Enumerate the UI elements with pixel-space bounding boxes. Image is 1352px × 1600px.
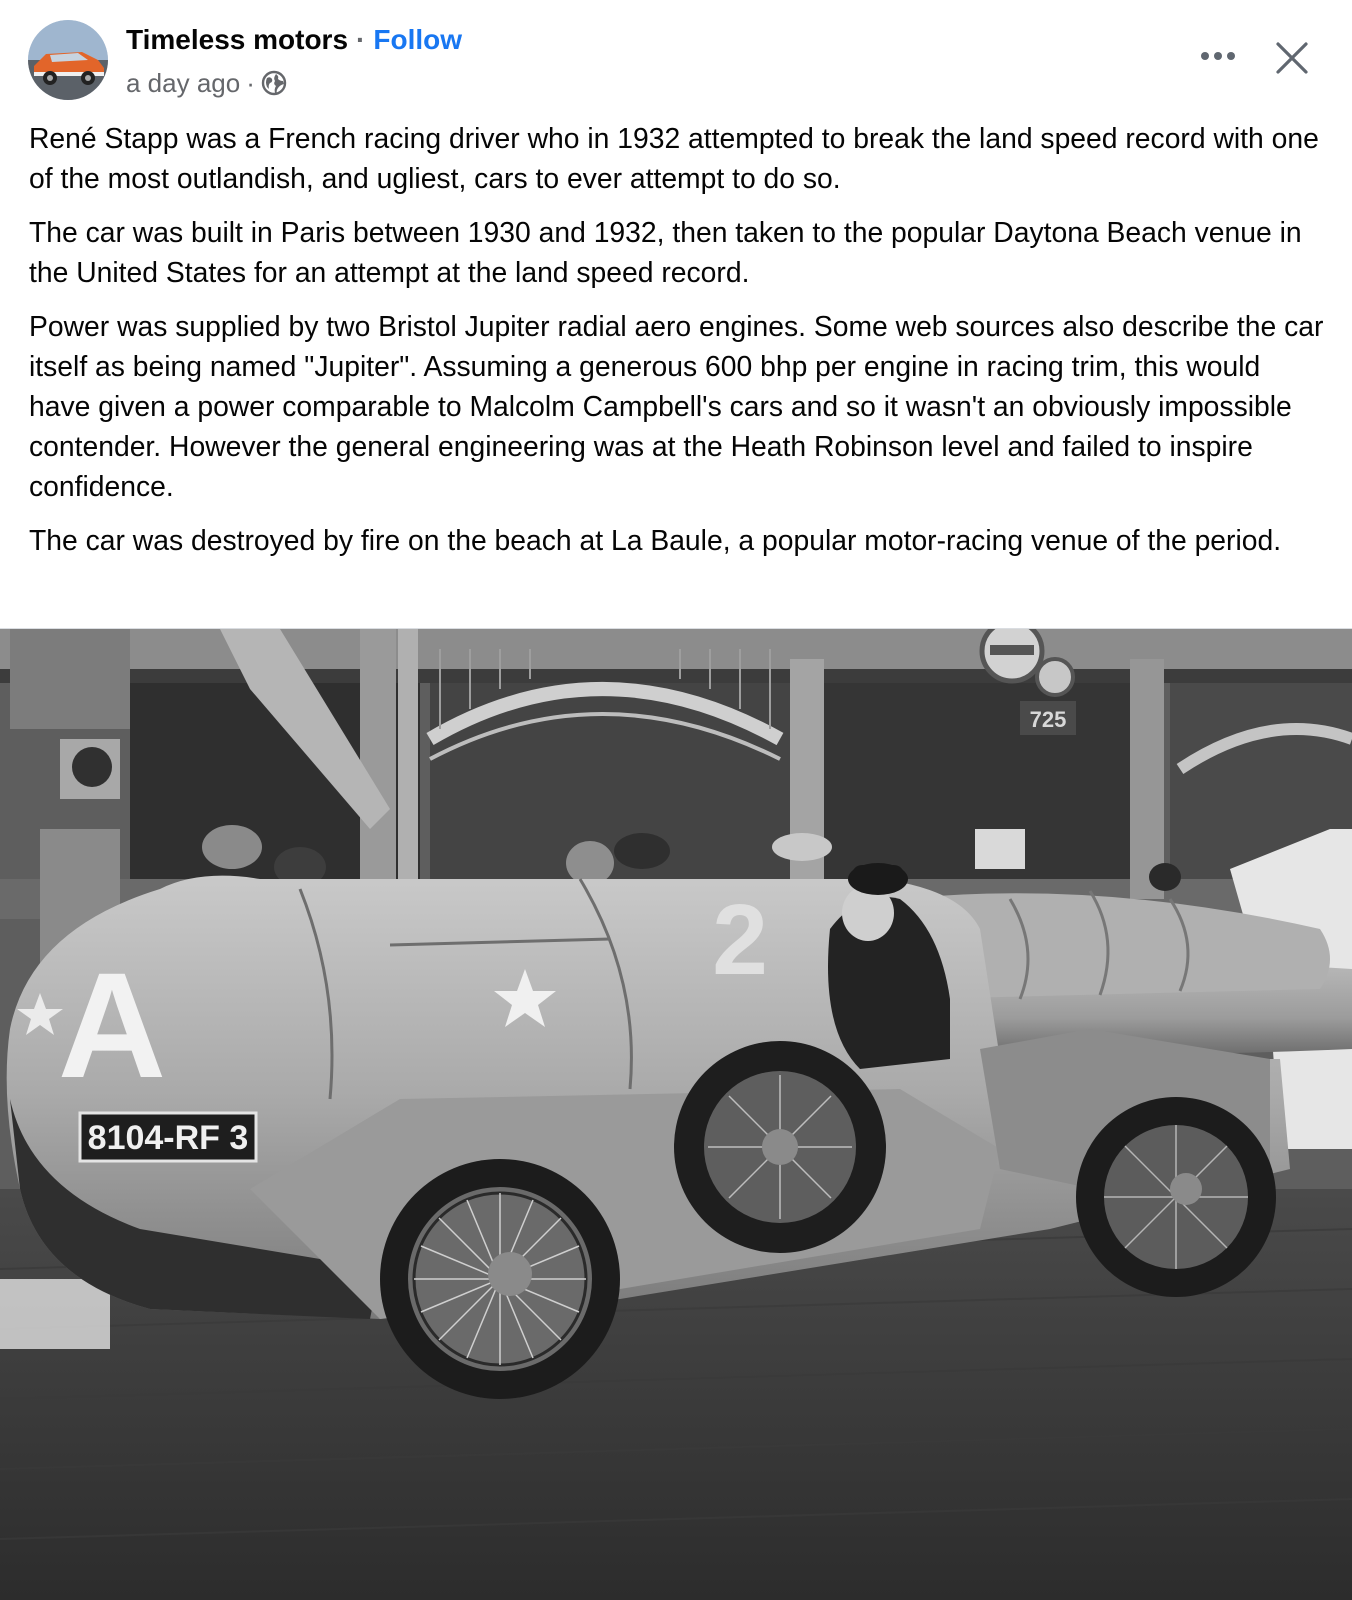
meta-separator: · [246, 67, 255, 98]
license-plate: 8104-RF 3 [87, 1119, 249, 1157]
post-paragraph: The car was built in Paris between 1930 and 1932, then taken to the popular Daytona Beach venue in the United States for an attempt at the land speed record. [29, 216, 1302, 288]
post-paragraph: Power was supplied by two Bristol Jupiter radial aero engines. Some web sources also describe the car itself as being named "Jupiter". Assuming a generous 600 bhp per engine in racing trim, this would have given a power comparable to Malcolm Campbell's cars and so it wasn't an obviously impossible contender. However the general engineering was at the Heath Robinson level and failed to inspire confidence. [29, 310, 1324, 502]
post-text [29, 118, 1325, 574]
post-photo[interactable] [0, 629, 1352, 1600]
author-separator: · [356, 24, 366, 55]
author-line [126, 22, 462, 58]
more-horizontal-icon [1198, 50, 1238, 62]
rear-wheel [1076, 1097, 1276, 1297]
post-paragraph: René Stapp was a French racing driver who in 1932 attempted to break the land speed record with one of the most outlandish, and ugliest, cars to ever attempt to do so. [29, 122, 1319, 194]
close-icon [1275, 41, 1309, 75]
vintage-race-car-photo [0, 629, 1352, 1600]
author-name[interactable]: Timeless motors [126, 24, 349, 55]
post-meta [126, 66, 287, 100]
avatar-car-image [28, 20, 108, 100]
front-wheel [380, 1159, 620, 1399]
car-number: 2 [712, 884, 768, 996]
post-paragraph: The car was destroyed by fire on the beach at La Baule, a popular motor-racing venue of the period. [29, 524, 1282, 556]
post-header [0, 0, 1352, 112]
author-avatar[interactable] [28, 20, 108, 100]
globe-icon [261, 70, 287, 96]
close-button[interactable] [1264, 30, 1320, 86]
car-letter: A [57, 941, 167, 1109]
sign-number: 725 [1029, 707, 1067, 732]
follow-button[interactable]: Follow [373, 24, 463, 55]
spare-wheel [674, 1041, 886, 1253]
post-timestamp[interactable]: a day ago [126, 67, 241, 98]
more-options-button[interactable] [1190, 36, 1246, 76]
